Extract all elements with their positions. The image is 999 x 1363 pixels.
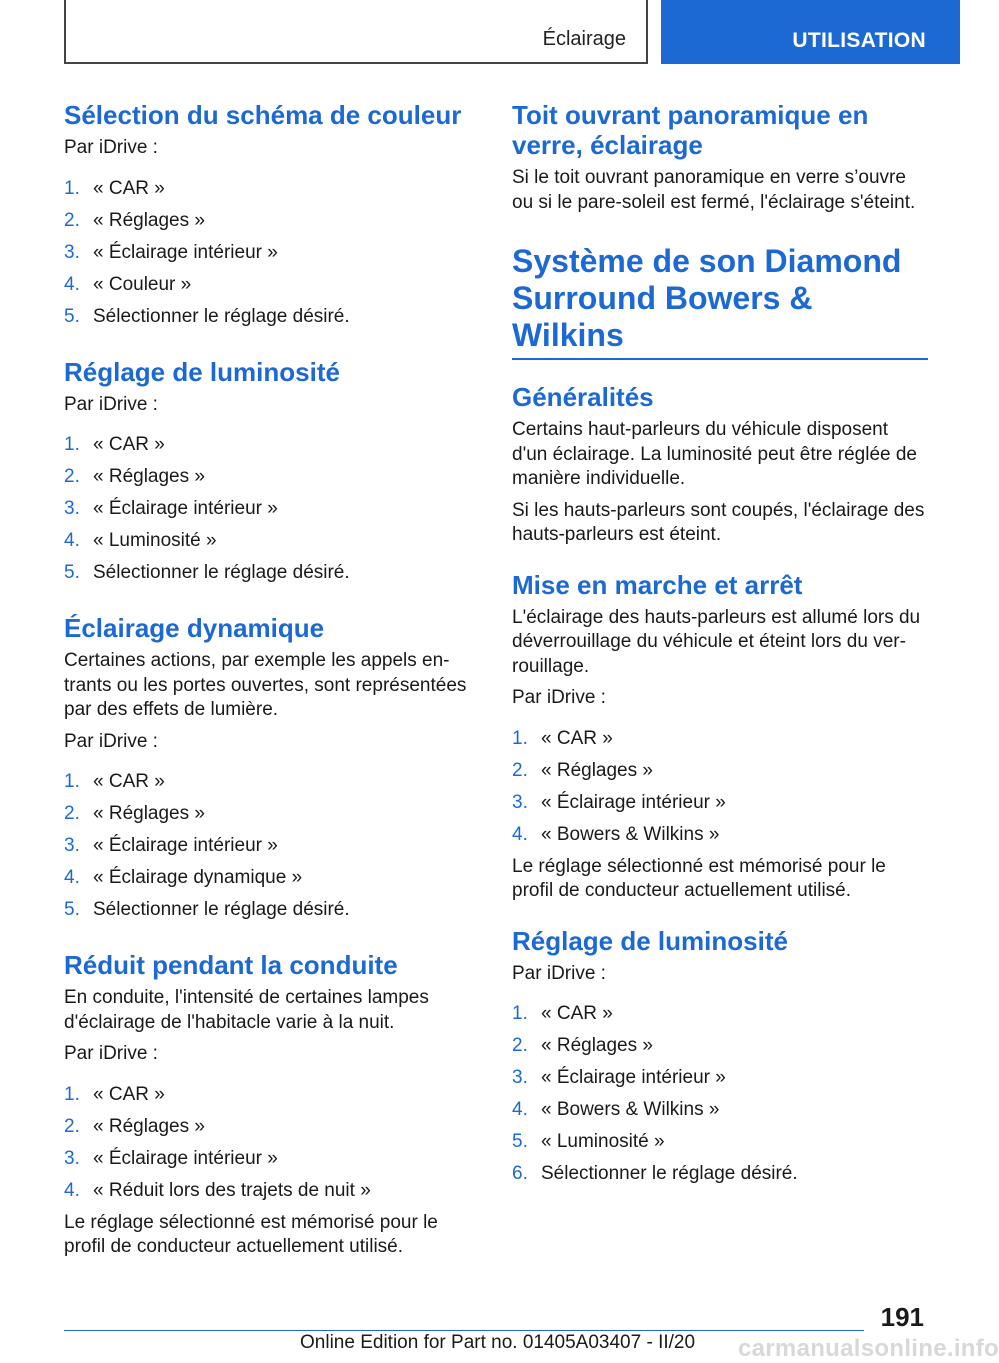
list-item-number: 1.	[512, 1003, 528, 1024]
list-item-number: 3.	[64, 835, 80, 856]
list-item	[64, 1083, 474, 1115]
list-item	[512, 759, 928, 791]
list-item	[512, 823, 928, 855]
list-item-number: 2.	[64, 1115, 80, 1137]
footer-divider	[64, 1330, 864, 1331]
list-item-text: « Éclairage intérieur »	[93, 1147, 278, 1169]
list-item	[64, 802, 474, 834]
list-item-text: « Réglages »	[93, 209, 205, 231]
list-item-number: 4.	[64, 1179, 80, 1201]
list-item	[64, 497, 474, 529]
list-item-text: « CAR »	[93, 434, 165, 455]
list-item-text: « Réglages »	[93, 803, 205, 824]
list-item-number: 3.	[64, 498, 80, 519]
list-item-number: 2.	[64, 209, 80, 231]
paragraph: Par iDrive :	[64, 137, 158, 158]
list-item-number: 5.	[64, 899, 80, 920]
list-item	[64, 273, 474, 305]
list-item-text: Sélectionner le réglage désiré.	[93, 562, 350, 583]
list-item	[64, 866, 474, 898]
header-section-box	[64, 0, 648, 64]
list-item	[64, 1147, 474, 1179]
list-item-number: 2.	[64, 803, 80, 824]
paragraph: Par iDrive :	[64, 1043, 158, 1064]
header-section-title: Éclairage	[542, 28, 626, 50]
paragraph: Certaines actions, par exemple les appels en-trants ou les portes ouvertes, sont représentées par des effets de lumière.	[64, 650, 467, 720]
list-item-number: 4.	[64, 273, 80, 295]
list-item-number: 4.	[64, 867, 80, 888]
list-item-number: 3.	[64, 1147, 80, 1169]
list-item-text: « Réglages »	[541, 1035, 653, 1056]
list-item-text: Sélectionner le réglage désiré.	[541, 1163, 798, 1184]
section-title: Réglage de luminosité	[64, 356, 340, 387]
step-list	[64, 177, 474, 337]
paragraph: Le réglage sélectionné est mémorisé pour le profil de conducteur actuellement utilisé.	[64, 1211, 438, 1257]
list-item-number: 3.	[512, 1067, 528, 1088]
step-list	[64, 1083, 474, 1211]
section-title: Éclairage dynamique	[64, 613, 325, 643]
list-item	[512, 1066, 928, 1098]
footer-edition: Online Edition for Part no. 01405A03407 - II/20	[300, 1332, 696, 1353]
list-item-number: 1.	[64, 434, 80, 455]
list-item-text: « Éclairage intérieur »	[541, 791, 726, 813]
list-item-number: 6.	[512, 1163, 528, 1184]
list-item-text: « Luminosité »	[541, 1131, 665, 1152]
list-item-number: 1.	[64, 177, 80, 199]
list-item-text: « Luminosité »	[93, 530, 217, 551]
section-title: Réglage de luminosité	[512, 925, 788, 956]
list-item-text: « Réglages »	[93, 1115, 205, 1137]
list-item-text: « Éclairage intérieur »	[93, 498, 278, 519]
section-title: Mise en marche et arrêt	[512, 569, 803, 600]
list-item-text: « Couleur »	[93, 273, 192, 295]
list-item	[64, 465, 474, 497]
paragraph: En conduite, l'intensité de certaines lampes d'éclairage de l'habitacle varie à la nuit.	[64, 987, 429, 1033]
list-item-text: « CAR »	[541, 727, 613, 749]
list-item-number: 1.	[64, 771, 80, 792]
list-item-text: « Réduit lors des trajets de nuit »	[93, 1179, 371, 1201]
list-item-number: 2.	[64, 466, 80, 487]
step-list	[512, 727, 928, 855]
list-item-text: « Réglages »	[93, 466, 205, 487]
list-item-text: « CAR »	[93, 177, 165, 199]
paragraph: Si les hauts-parleurs sont coupés, l'éclairage des hauts-parleurs est éteint.	[512, 499, 925, 545]
list-item	[64, 834, 474, 866]
list-item-number: 2.	[512, 759, 528, 781]
list-item-text: « Bowers & Wilkins »	[541, 1099, 720, 1120]
list-item-text: « Réglages »	[541, 759, 653, 781]
list-item	[512, 791, 928, 823]
chapter-title: Système de son Diamond Surround Bowers & Wilkins	[512, 243, 928, 360]
paragraph: Si le toit ouvrant panoramique en verre s’ouvre ou si le pare-soleil est fermé, l'éclairage s'éteint.	[512, 167, 916, 213]
list-item	[512, 1162, 928, 1194]
paragraph: Par iDrive :	[64, 730, 158, 752]
left-column	[64, 100, 474, 1260]
list-item-text: « Éclairage intérieur »	[93, 241, 278, 263]
list-item	[512, 1002, 928, 1034]
list-item-text: « Éclairage dynamique »	[93, 867, 303, 888]
list-item	[512, 1130, 928, 1162]
list-item	[512, 1034, 928, 1066]
list-item	[64, 1115, 474, 1147]
step-list	[512, 1002, 928, 1194]
list-item-number: 1.	[512, 727, 528, 749]
list-item	[64, 1179, 474, 1211]
header-chapter-title: UTILISATION	[792, 29, 926, 52]
paragraph: Par iDrive :	[512, 687, 606, 708]
list-item-number: 4.	[512, 823, 528, 845]
paragraph: L'éclairage des hauts-parleurs est allumé lors du déverrouillage du véhicule et éteint lors du ver-rouillage.	[512, 606, 921, 677]
section-title: Réduit pendant la conduite	[64, 950, 398, 980]
list-item	[512, 727, 928, 759]
list-item	[512, 1098, 928, 1130]
list-item	[64, 898, 474, 930]
list-item	[64, 770, 474, 802]
list-item-number: 5.	[512, 1131, 528, 1152]
watermark: carmanualsonline.info	[738, 1335, 999, 1362]
list-item-number: 3.	[64, 241, 80, 263]
section-title: Sélection du schéma de couleur	[64, 100, 462, 130]
list-item-number: 3.	[512, 791, 528, 813]
paragraph: Par iDrive :	[64, 393, 158, 415]
paragraph: Certains haut-parleurs du véhicule disposent d'un éclairage. La luminosité peut être réglée de manière individuelle.	[512, 419, 918, 489]
section-title: Généralités	[512, 382, 654, 412]
list-item	[64, 209, 474, 241]
section-title: Toit ouvrant panoramique en verre, éclairage	[512, 100, 869, 160]
paragraph: Par iDrive :	[512, 962, 606, 984]
list-item	[64, 561, 474, 593]
list-item-number: 5.	[64, 562, 80, 583]
list-item-text: « CAR »	[541, 1003, 613, 1024]
list-item-text: Sélectionner le réglage désiré.	[93, 305, 350, 327]
list-item-number: 5.	[64, 305, 80, 327]
header-chapter-tab[interactable]	[661, 0, 960, 64]
step-list	[64, 770, 474, 930]
page-number: 191	[880, 1302, 924, 1332]
list-item-text: « Bowers & Wilkins »	[541, 823, 720, 845]
list-item	[64, 241, 474, 273]
list-item-text: « Éclairage intérieur »	[93, 835, 278, 856]
list-item-number: 4.	[64, 530, 80, 551]
list-item	[64, 433, 474, 465]
list-item	[64, 305, 474, 337]
list-item-text: « CAR »	[93, 1083, 165, 1105]
list-item-number: 2.	[512, 1035, 528, 1056]
list-item-text: Sélectionner le réglage désiré.	[93, 899, 350, 920]
list-item-number: 4.	[512, 1099, 528, 1120]
step-list	[64, 433, 474, 593]
list-item-text: « CAR »	[93, 771, 165, 792]
list-item-text: « Éclairage intérieur »	[541, 1067, 726, 1088]
list-item	[64, 529, 474, 561]
list-item-number: 1.	[64, 1083, 80, 1105]
right-column	[512, 100, 928, 1194]
list-item	[64, 177, 474, 209]
paragraph: Le réglage sélectionné est mémorisé pour le profil de conducteur actuellement utilisé.	[512, 855, 886, 901]
